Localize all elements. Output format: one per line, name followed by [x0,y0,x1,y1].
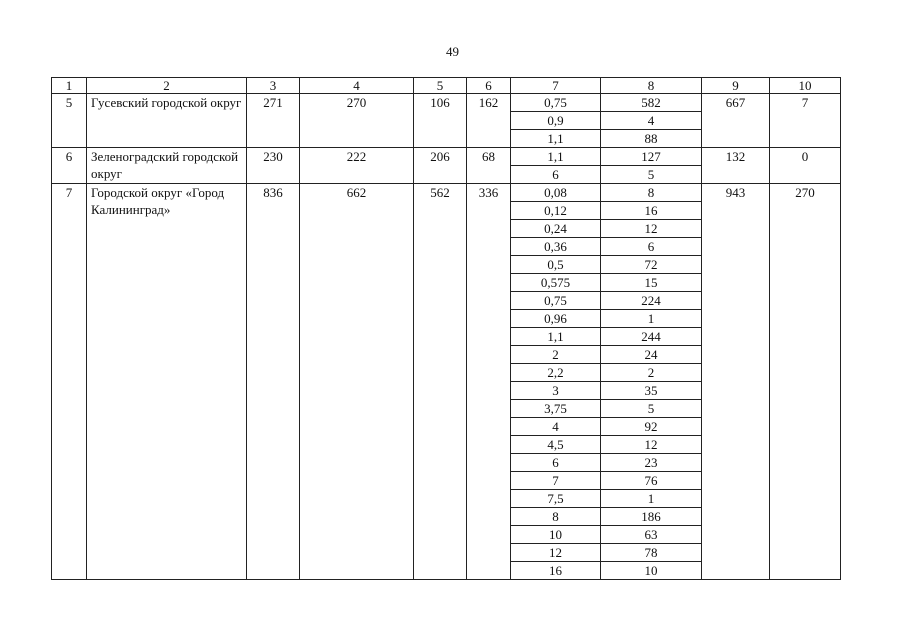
cell-col7: 2,2 [511,364,601,382]
cell-col8: 6 [601,238,702,256]
cell-col4: 222 [300,148,414,184]
district-name: Гусевский городской округ [87,94,247,148]
cell-col9: 667 [702,94,770,148]
cell-col8: 10 [601,562,702,580]
cell-col7: 4 [511,418,601,436]
cell-col4: 270 [300,94,414,148]
cell-col8: 4 [601,112,702,130]
cell-col7: 7,5 [511,490,601,508]
cell-col7: 12 [511,544,601,562]
cell-col5: 206 [414,148,467,184]
cell-col7: 3,75 [511,400,601,418]
cell-col7: 0,5 [511,256,601,274]
data-table [51,77,841,580]
cell-col7: 0,36 [511,238,601,256]
column-header: 10 [770,78,841,94]
cell-col8: 224 [601,292,702,310]
cell-col8: 23 [601,454,702,472]
cell-col6: 162 [467,94,511,148]
cell-col7: 6 [511,454,601,472]
cell-col3: 836 [247,184,300,580]
column-header: 2 [87,78,247,94]
cell-col7: 0,08 [511,184,601,202]
row-number: 7 [52,184,87,580]
cell-col8: 186 [601,508,702,526]
cell-col8: 582 [601,94,702,112]
column-header: 3 [247,78,300,94]
cell-col7: 0,575 [511,274,601,292]
cell-col8: 76 [601,472,702,490]
table-row [52,184,841,202]
cell-col8: 88 [601,130,702,148]
cell-col7: 1,1 [511,148,601,166]
cell-col8: 127 [601,148,702,166]
cell-col5: 562 [414,184,467,580]
cell-col8: 2 [601,364,702,382]
table-row [52,148,841,166]
cell-col10: 7 [770,94,841,148]
cell-col8: 12 [601,436,702,454]
column-header: 9 [702,78,770,94]
column-header: 4 [300,78,414,94]
column-header: 8 [601,78,702,94]
row-number: 5 [52,94,87,148]
cell-col8: 5 [601,400,702,418]
cell-col8: 12 [601,220,702,238]
cell-col10: 0 [770,148,841,184]
cell-col8: 63 [601,526,702,544]
cell-col8: 24 [601,346,702,364]
column-header: 7 [511,78,601,94]
cell-col7: 1,1 [511,130,601,148]
cell-col4: 662 [300,184,414,580]
cell-col8: 244 [601,328,702,346]
cell-col6: 68 [467,148,511,184]
cell-col7: 0,12 [511,202,601,220]
cell-col8: 1 [601,490,702,508]
cell-col8: 15 [601,274,702,292]
cell-col10: 270 [770,184,841,580]
column-header: 6 [467,78,511,94]
cell-col8: 8 [601,184,702,202]
cell-col7: 10 [511,526,601,544]
cell-col7: 8 [511,508,601,526]
cell-col7: 4,5 [511,436,601,454]
cell-col7: 16 [511,562,601,580]
cell-col8: 78 [601,544,702,562]
cell-col3: 230 [247,148,300,184]
cell-col7: 0,24 [511,220,601,238]
cell-col6: 336 [467,184,511,580]
column-header: 5 [414,78,467,94]
cell-col8: 35 [601,382,702,400]
cell-col7: 0,75 [511,94,601,112]
header-row [52,78,841,94]
cell-col7: 0,75 [511,292,601,310]
cell-col8: 5 [601,166,702,184]
district-name: Зеленоградский городской округ [87,148,247,184]
cell-col7: 2 [511,346,601,364]
cell-col7: 0,9 [511,112,601,130]
cell-col8: 1 [601,310,702,328]
page-number: 49 [446,44,459,59]
column-header: 1 [52,78,87,94]
cell-col8: 16 [601,202,702,220]
district-name: Городской округ «Город Калининград» [87,184,247,580]
cell-col9: 132 [702,148,770,184]
cell-col7: 6 [511,166,601,184]
cell-col7: 1,1 [511,328,601,346]
table-row [52,94,841,112]
cell-col8: 72 [601,256,702,274]
cell-col3: 271 [247,94,300,148]
cell-col9: 943 [702,184,770,580]
cell-col7: 7 [511,472,601,490]
cell-col8: 92 [601,418,702,436]
cell-col7: 3 [511,382,601,400]
cell-col5: 106 [414,94,467,148]
cell-col7: 0,96 [511,310,601,328]
row-number: 6 [52,148,87,184]
table-body [52,78,841,580]
